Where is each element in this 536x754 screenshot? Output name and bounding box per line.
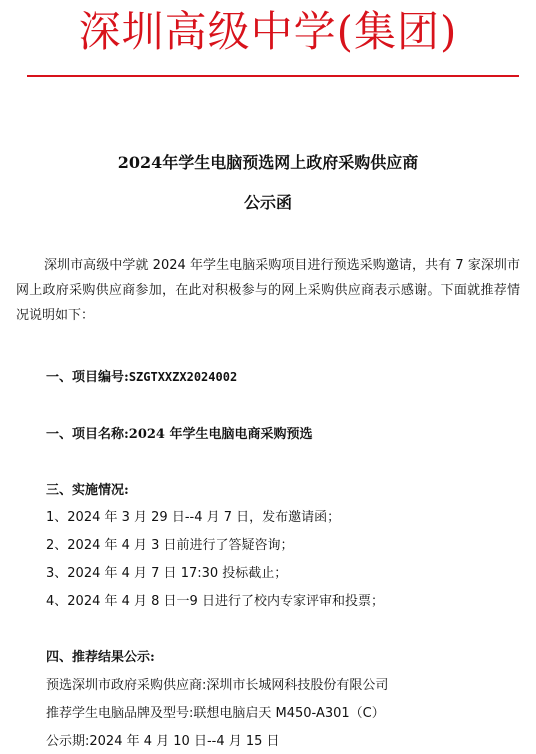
result-supplier: 预选深圳市政府采购供应商:深圳市长城网科技股份有限公司 [46, 678, 389, 693]
letterhead-org-name: 深圳高级中学(集团) [78, 7, 458, 56]
implementation-item-1: 1、2024 年 3 月 29 日--4 月 7 日，发布邀请函； [46, 510, 341, 525]
document-title: 2024年学生电脑预选网上政府采购供应商 [117, 153, 419, 172]
intro-paragraph: 深圳市高级中学就 2024 年学生电脑采购项目进行预选采购邀请，共有 7 家深圳市网上政府采购供应商参加，在此对积极参与的网上采购供应商表示感谢。下面就推荐情况说明如下： [16, 258, 520, 323]
implementation-item-2: 2、2024 年 4 月 3 日前进行了答疑咨询； [46, 538, 294, 553]
letterhead-divider [27, 75, 519, 77]
result-brand-model: 推荐学生电脑品牌及型号:联想电脑启天 M450-A301（C） [46, 706, 385, 721]
section-implementation-heading: 三、实施情况: [46, 483, 129, 498]
document-subtitle: 公示函 [243, 193, 292, 212]
section-project-number-label: 一、项目编号: [46, 370, 129, 385]
section-project-number-value: SZGTXXZX2024002 [128, 370, 238, 384]
section-project-number [46, 367, 237, 388]
section-project-name: 一、项目名称:2024 年学生电脑电商采购预选 [46, 427, 313, 442]
implementation-item-3: 3、2024 年 4 月 7 日 17:30 投标截止； [46, 566, 288, 581]
implementation-item-4: 4、2024 年 4 月 8 日一9 日进行了校内专家评审和投票； [46, 594, 384, 609]
section-result-heading: 四、推荐结果公示: [46, 650, 155, 665]
result-publicity-period: 公示期:2024 年 4 月 10 日--4 月 15 日 [46, 734, 280, 749]
